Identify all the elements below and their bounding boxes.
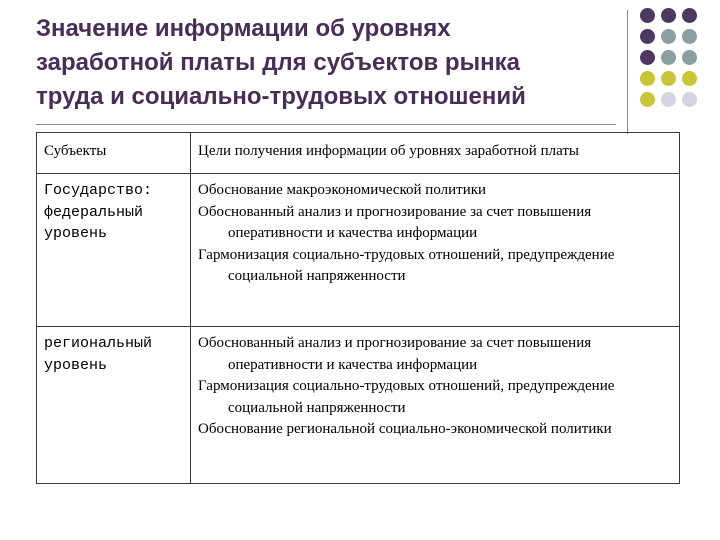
subject-cell	[37, 327, 191, 484]
header-subjects: Субъекты	[37, 133, 191, 174]
slide-title	[36, 12, 616, 114]
dot	[640, 29, 655, 44]
goal-item: Обоснованный анализ и прогнозирование за счет повышения оперативности и качества информации	[198, 335, 592, 373]
subject-line: уровень	[44, 225, 108, 242]
dot	[682, 71, 697, 86]
decorative-horizontal-rule	[36, 124, 616, 125]
title-line: заработной платы для субъектов рынка	[36, 49, 520, 76]
subject-line: уровень	[44, 356, 108, 374]
dot	[682, 8, 697, 23]
subject-line: региональный	[44, 335, 153, 352]
table-row	[37, 174, 680, 327]
dot	[661, 29, 676, 44]
dot	[661, 71, 676, 86]
goal-item: Обоснование макроэкономической политики	[198, 182, 487, 198]
table-header-row	[37, 133, 680, 174]
dot	[682, 50, 697, 65]
goal-item: Обоснование региональной социально-экономической политики	[198, 421, 612, 437]
decorative-vertical-rule	[627, 10, 628, 134]
dot	[640, 92, 655, 107]
dot	[682, 29, 697, 44]
dot	[661, 92, 676, 107]
table-row	[37, 327, 680, 484]
goal-item: Гармонизация социально-трудовых отношений, предупреждение социальной напряженности	[198, 378, 615, 416]
dot	[661, 50, 676, 65]
dot	[640, 50, 655, 65]
header-goals: Цели получения информации об уровнях заработной платы	[191, 133, 680, 174]
title-line: Значение информации об уровнях	[36, 15, 451, 42]
goal-item: Гармонизация социально-трудовых отношений, предупреждение социальной напряженности	[198, 246, 615, 284]
goal-item: Обоснованный анализ и прогнозирование за счет повышения оперативности и качества информации	[198, 203, 592, 241]
title-line: труда и социально-трудовых отношений	[36, 83, 526, 110]
info-table	[36, 132, 680, 484]
subject-line: Государство:	[44, 182, 153, 199]
goals-cell	[191, 327, 680, 484]
dot	[640, 8, 655, 23]
subject-cell	[37, 174, 191, 327]
dot	[661, 8, 676, 23]
dot	[640, 71, 655, 86]
subject-line: федеральный	[44, 203, 144, 221]
goals-cell	[191, 174, 680, 327]
dot	[682, 92, 697, 107]
